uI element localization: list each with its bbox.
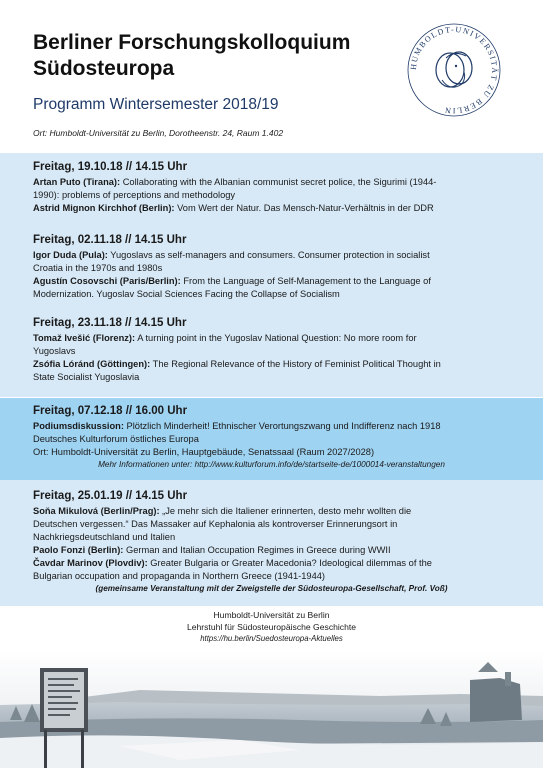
talk-entry [33, 358, 510, 371]
talk-entry [33, 202, 510, 215]
talk-title: Yugoslavs [33, 346, 76, 356]
location-text: Ort: Humboldt-Universität zu Berlin, Dorotheenstr. 24, Raum 1.402 [33, 128, 284, 138]
speaker: Čavdar Marinov (Plovdiv): [33, 558, 148, 568]
talk-entry [33, 332, 510, 345]
event-date: Freitag, 23.11.18 // 14.15 Uhr [33, 317, 187, 329]
talk-title: Nachkriegsdeutschland und Italien [33, 532, 176, 542]
university-seal-icon [406, 22, 502, 118]
talk-title: A turning point in the Yugoslav National Question: No more room for [135, 333, 417, 343]
event-section-5 [0, 480, 543, 606]
panel-info-link[interactable]: Mehr Informationen unter: http://www.kulturforum.info/de/startseite-de/1000014-veranstaltungen [98, 460, 445, 469]
footer [0, 610, 543, 645]
talk-title: Collaborating with the Albanian communist secret police, the Sigurimi (1944- [120, 177, 437, 187]
talk-title: Yugoslavs as self-managers and consumers. Consumer protection in socialist [107, 250, 430, 260]
panel-title: Plötzlich Minderheit! Ethnischer Verortungszwang und Indifferenz nach 1918 [123, 421, 441, 431]
talk-title: Vom Wert der Natur. Das Mensch-Natur-Verhältnis in der DDR [174, 203, 434, 213]
talk-title: Deutschen vergessen.“ Das Massaker auf Kephalonia als kontroverser Erinnerungsort in [33, 519, 398, 529]
title-line-2: Südosteuropa [33, 57, 175, 80]
speaker: Tomaž Ivešić (Florenz): [33, 333, 136, 343]
talk-entry [33, 176, 510, 189]
speaker: Astrid Mignon Kirchhof (Berlin): [33, 203, 175, 213]
subtitle: Programm Wintersemester 2018/19 [33, 96, 279, 113]
speaker: Artan Puto (Tirana): [33, 177, 121, 187]
talk-title: Modernization. Yugoslav Social Sciences Facing the Collapse of Socialism [33, 289, 340, 299]
page-title [33, 30, 350, 82]
speaker: Agustín Cosovschi (Paris/Berlin): [33, 276, 181, 286]
talk-title: Greater Bulgaria or Greater Macedonia? Ideological dilemmas of the [147, 558, 432, 568]
talk-title: State Socialist Yugoslavia [33, 372, 140, 382]
event-date: Freitag, 19.10.18 // 14.15 Uhr [33, 161, 188, 173]
speaker: Soňa Mikulová (Berlin/Prag): [33, 506, 160, 516]
speaker: Zsófia Lóránd (Göttingen): [33, 359, 151, 369]
talk-title: „Je mehr sich die Italiener erinnerten, desto mehr wollten die [159, 506, 412, 516]
event-date: Freitag, 07.12.18 // 16.00 Uhr [33, 405, 188, 417]
panel-entry [33, 420, 510, 433]
talk-title: German and Italian Occupation Regimes in Greece during WWII [123, 545, 391, 555]
svg-text:HUMBOLDT-UNIVERSITÄT ZU BERLIN: HUMBOLDT-UNIVERSITÄT ZU BERLIN [408, 24, 500, 116]
speaker: Paolo Fonzi (Berlin): [33, 545, 124, 555]
talk-title: Croatia in the 1970s and 1980s [33, 263, 163, 273]
speaker: Igor Duda (Pula): [33, 250, 108, 260]
header [0, 0, 543, 152]
event-section-4 [0, 398, 543, 480]
winter-landscape-photo [0, 650, 543, 768]
talk-entry [33, 544, 510, 557]
talk-title: Bulgarian occupation and propaganda in Northern Greece (1941-1944) [33, 571, 326, 581]
event-section-2 [0, 233, 543, 315]
panel-organizer: Deutsches Kulturforum östliches Europa [33, 434, 199, 444]
footer-university: Humboldt-Universität zu Berlin [213, 610, 330, 620]
talk-title: 1990): problems of perceptions and methodology [33, 190, 236, 200]
title-line-1: Berliner Forschungskolloquium [33, 31, 351, 54]
talk-entry [33, 249, 510, 262]
panel-location: Ort: Humboldt-Universität zu Berlin, Hauptgebäude, Senatssaal (Raum 2027/2028) [33, 447, 375, 457]
event-section-1 [0, 153, 543, 233]
talk-title: From the Language of Self-Management to the Language of [180, 276, 431, 286]
event-date: Freitag, 02.11.18 // 14.15 Uhr [33, 234, 187, 246]
talk-entry [33, 505, 510, 518]
event-note: (gemeinsame Veranstaltung mit der Zweigstelle der Südosteuropa-Gesellschaft, Prof. Voß) [95, 584, 448, 593]
footer-link[interactable]: https://hu.berlin/Suedosteuropa-Aktuelles [200, 634, 343, 643]
talk-title: The Regional Relevance of the History of Feminist Political Thought in [150, 359, 441, 369]
event-date: Freitag, 25.01.19 // 14.15 Uhr [33, 490, 188, 502]
talk-entry [33, 557, 510, 570]
event-section-3 [0, 315, 543, 397]
talk-entry [33, 275, 510, 288]
footer-chair: Lehrstuhl für Südosteuropäische Geschichte [186, 621, 357, 632]
panel-label: Podiumsdiskussion: [33, 421, 124, 431]
